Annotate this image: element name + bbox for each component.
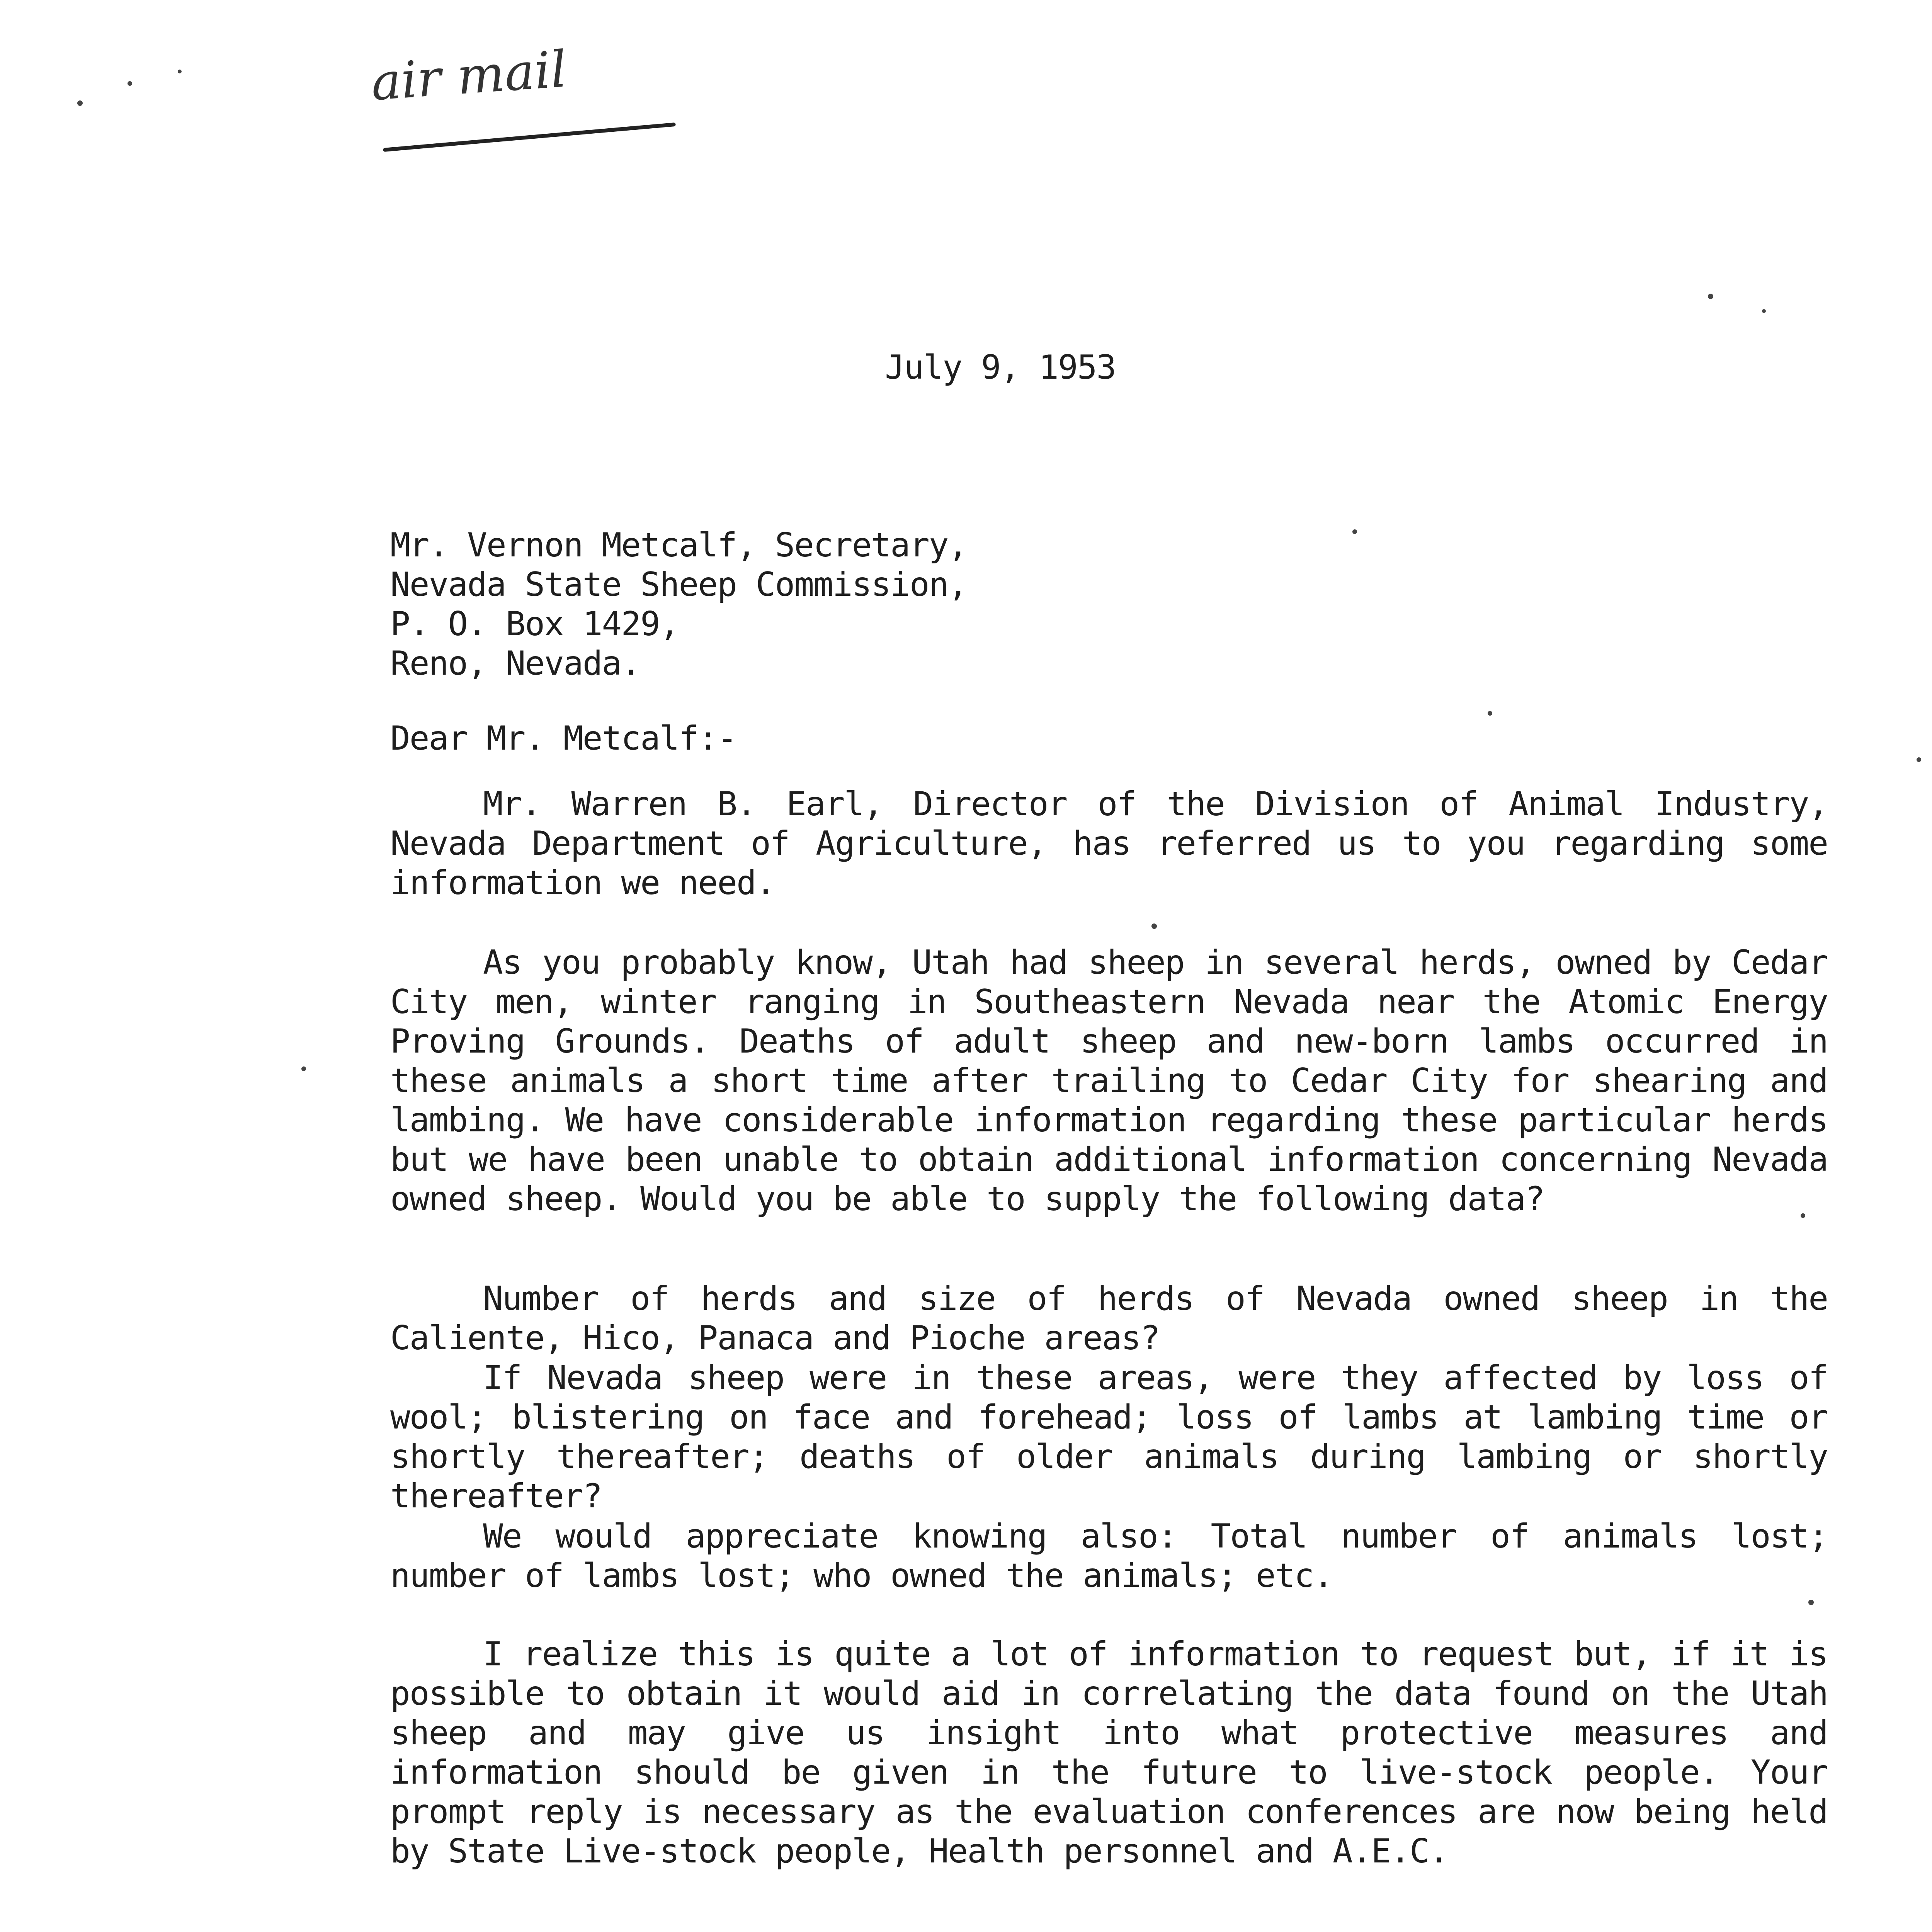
body-paragraph: We would appreciate knowing also: Total number of animals lost; number of lambs lost; who owned the animals; etc.	[390, 1517, 1828, 1595]
scan-speck	[1352, 529, 1357, 534]
scan-speck	[1801, 1213, 1805, 1218]
scan-speck	[1488, 711, 1492, 716]
address-line: P. O. Box 1429,	[390, 605, 679, 643]
address-line: Nevada State Sheep Commission,	[390, 565, 968, 604]
address-line: Mr. Vernon Metcalf, Secretary,	[390, 526, 968, 565]
scan-speck	[1917, 757, 1921, 762]
body-paragraph: As you probably know, Utah had sheep in several herds, owned by Cedar City men, winter ranging in Southeastern Nevada near the Atomic Energy Proving Grounds. Deaths of adult sheep and new-born lambs occurred in these animals a short time after trailing to Cedar City for shearing and lambing. We have considerable information regarding these particular herds but we have been unable to obtain additional information concerning Nevada owned sheep. Would you be able to supply the following data?	[390, 943, 1828, 1218]
salutation: Dear Mr. Metcalf:-	[390, 719, 736, 758]
letter-date: July 9, 1953	[885, 348, 1116, 387]
body-paragraph: If Nevada sheep were in these areas, were they affected by loss of wool; blistering on face and forehead; loss of lambs at lambing time or shortly thereafter; deaths of older animals during lambing or shortly thereafter?	[390, 1359, 1828, 1515]
body-paragraph: Number of herds and size of herds of Nevada owned sheep in the Caliente, Hico, Panaca and Pioche areas?	[390, 1279, 1828, 1357]
address-line: Reno, Nevada.	[390, 644, 641, 683]
scan-speck	[1151, 923, 1157, 929]
scan-speck	[1708, 294, 1713, 299]
scan-speck	[1808, 1600, 1814, 1605]
scan-speck	[1762, 309, 1766, 313]
scan-speck	[178, 70, 182, 73]
body-paragraph: I realize this is quite a lot of information to request but, if it is possible to obtain it would aid in correlating the data found on the Utah sheep and may give us insight into what protective measures and information should be given in the future to live-stock people. Your prompt reply is necessary as the evaluation conferences are now being held by State Live-stock people, Health personnel and A.E.C.	[390, 1635, 1828, 1871]
airmail-underline	[383, 122, 676, 152]
scan-speck	[77, 100, 83, 106]
scan-speck	[301, 1066, 306, 1071]
scan-speck	[128, 81, 132, 86]
body-paragraph: Mr. Warren B. Earl, Director of the Division of Animal Industry, Nevada Department of Agriculture, has referred us to you regarding some information we need.	[390, 785, 1828, 902]
airmail-annotation: air mail	[369, 39, 569, 112]
